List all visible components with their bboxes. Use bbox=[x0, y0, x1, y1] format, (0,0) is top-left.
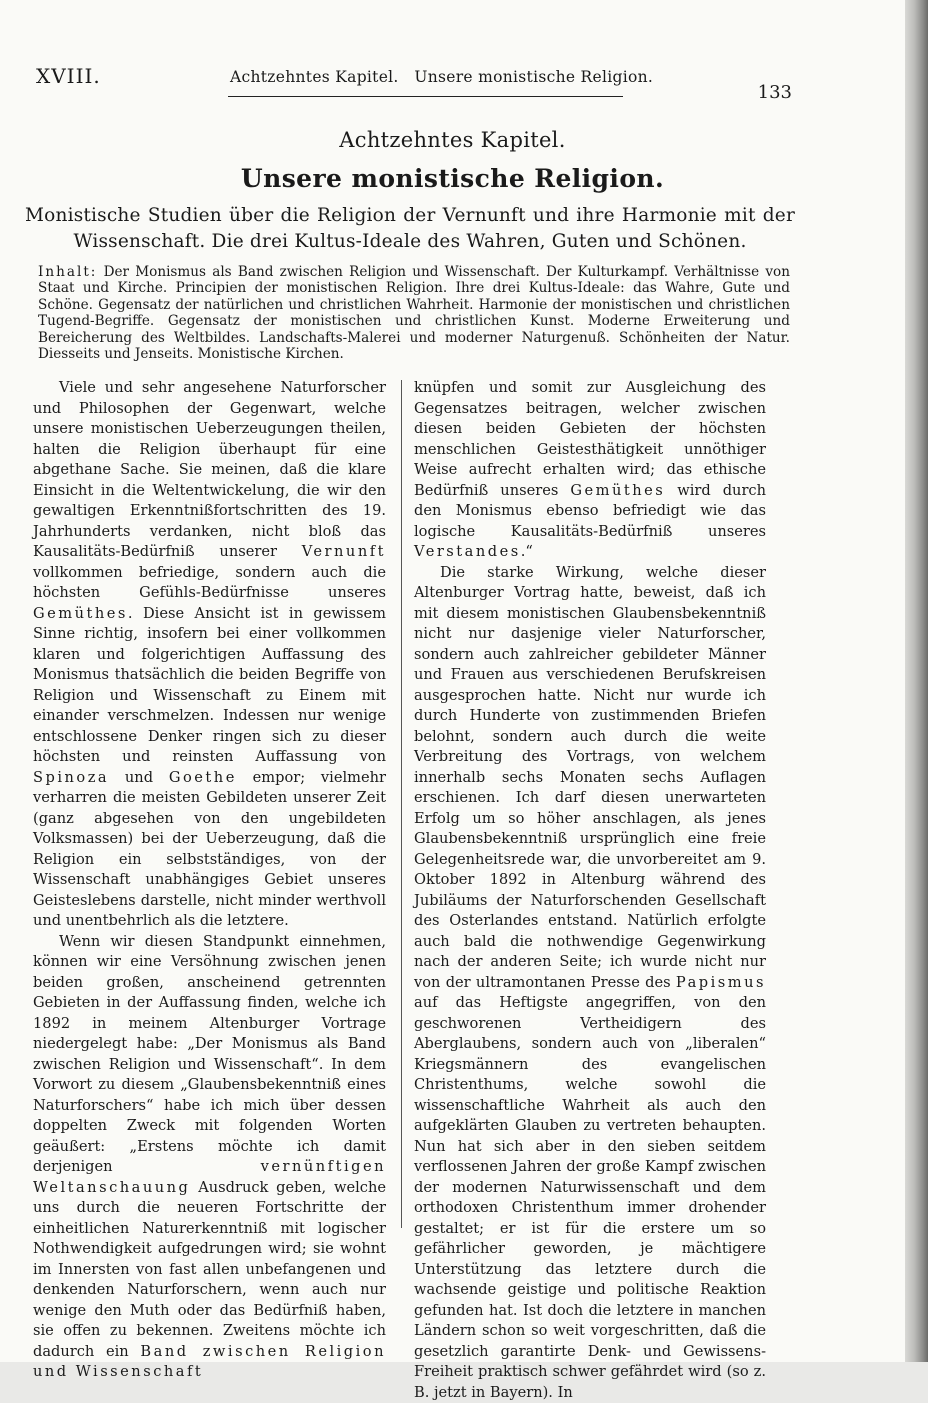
contents-text: Der Monismus als Band zwischen Religion und Wissenschaft. Der Kulturkampf. Verhältnisse von Staat und Kirche. Principien der monistischen Religion. Ihre drei Kultus-Ideale: das Wahre, Gute und Schöne. Gegensatz der natürlichen und christlichen Wahrheit. Harmonie der monistischen und christlichen Tugend-Begriffe. Gegensatz der monistischen und christlichen Kunst. Moderne Erweiterung und Bereicherung des Weltbildes. Landschafts-Malerei und moderner Naturgenuß. Schönheiten der Natur. Diesseits und Jenseits. Monistische Kirchen. bbox=[38, 264, 790, 362]
chapter-heading: Achtzehntes Kapitel. bbox=[0, 128, 905, 152]
chapter-subtitle: Monistische Studien über die Religion der Vernunft und ihre Harmonie mit der Wissenschaft. Die drei Kultus-Ideale des Wahren, Guten und Schönen. bbox=[25, 203, 795, 255]
paragraph: Die starke Wirkung, welche dieser Altenburger Vortrag hatte, beweist, daß ich mit diesem monistischen Glaubensbekenntniß nicht nur dasjenige vieler Naturforscher, sondern auch zahlreicher gebildeter Männer und Frauen aus verschiedenen Berufskreisen ausgesprochen hatte. Nicht nur wurde ich durch Hunderte von zustimmenden Briefen belohnt, sondern auch durch die weite Verbreitung des Vortrags, von welchem innerhalb sechs Monaten sechs Auflagen erschienen. Ich darf diesen unerwarteten Erfolg um so höher anschlagen, als jenes Glaubensbekenntniß ursprünglich eine freie Gelegenheitsrede war, die unvorbereitet am 9. Oktober 1892 in Altenburg während des Jubiläums der Naturforschenden Gesellschaft des Osterlandes entstand. Natürlich erfolgte auch bald die nothwendige Gegenwirkung nach der anderen Seite; ich wurde nicht nur von der ultramontanen Presse des Papismus auf das Heftigste angegriffen, von den geschworenen Vertheidigern des Aberglaubens, sondern auch von „liberalen“ Kriegsmännern des evangelischen Christenthums, welche sowohl die wissenschaftliche Wahrheit als auch den aufgeklärten Glauben zu vertreten behaupten. Nun hat sich aber in den sieben seitdem verflossenen Jahren der große Kampf zwischen der modernen Naturwissenschaft und dem orthodoxen Christenthum immer drohender gestaltet; er ist für die erstere um so gefährlicher geworden, je mächtigere Unterstützung das letztere durch die wachsende geistige und politische Reaktion gefunden hat. Ist doch die letztere in manchen Ländern schon so weit vorgeschritten, daß die gesetzlich garantirte Denk- und Gewissens-Freiheit praktisch schwer gefährdet wird (so z. B. jetzt in Bayern). In bbox=[414, 563, 766, 1403]
chapter-contents-summary bbox=[38, 264, 790, 362]
header-rule bbox=[228, 96, 623, 97]
chapter-roman-numeral: XVIII. bbox=[36, 64, 101, 88]
paragraph: Viele und sehr angesehene Naturforscher und Philosophen der Gegenwart, welche unsere monistischen Ueberzeugungen theilen, halten die Religion überhaupt für eine abgethane Sache. Sie meinen, daß die klare Einsicht in die Weltentwickelung, die wir den gewaltigen Erkenntnißfortschritten des 19. Jahrhunderts verdanken, nicht bloß das Kausalitäts-Bedürfniß unserer Vernunft vollkommen befriedige, sondern auch die höchsten Gefühls-Bedürfnisse unseres Gemüthes. Diese Ansicht ist in gewissem Sinne richtig, insofern bei einer vollkommen klaren und folgerichtigen Auffassung des Monismus thatsächlich die beiden Begriffe von Religion und Wissenschaft zu Einem mit einander verschmelzen. Indessen nur wenige entschlossene Denker ringen sich zu dieser höchsten und reinsten Auffassung von Spinoza und Goethe empor; vielmehr verharren die meisten Gebildeten unserer Zeit (ganz abgesehen von den ungebildeten Volksmassen) bei der Ueberzeugung, daß die Religion ein selbstständiges, von der Wissenschaft unabhängiges Gebiet unseres Geisteslebens darstelle, nicht minder werthvoll und unentbehrlich als die letztere. bbox=[33, 378, 386, 932]
running-header bbox=[28, 56, 798, 106]
running-title: Achtzehntes Kapitel. Unsere monistische Religion. bbox=[230, 68, 653, 86]
column-divider bbox=[401, 380, 402, 1228]
page-number: 133 bbox=[758, 82, 792, 103]
contents-label: Inhalt: bbox=[38, 264, 97, 280]
paragraph: Wenn wir diesen Standpunkt einnehmen, können wir eine Versöhnung zwischen jenen beiden großen, anscheinend getrennten Gebieten in der Auffassung finden, welche ich 1892 in meinem Altenburger Vortrage niedergelegt habe: „Der Monismus als Band zwischen Religion und Wissenschaft“. In dem Vorwort zu diesem „Glaubensbekenntniß eines Naturforschers“ habe ich mich über dessen doppelten Zweck mit folgenden Worten geäußert: „Erstens möchte ich damit derjenigen vernünftigen Weltanschauung Ausdruck geben, welche uns durch die neueren Fortschritte der einheitlichen Naturerkenntniß mit logischer Nothwendigkeit aufgedrungen wird; sie wohnt im Innersten von fast allen unbefangenen und denkenden Naturforschern, wenn auch nur wenige den Muth oder das Bedürfniß haben, sie offen zu bekennen. Zweitens möchte ich dadurch ein Band zwischen Religion und Wissenschaft bbox=[33, 932, 386, 1383]
paragraph: knüpfen und somit zur Ausgleichung des Gegensatzes beitragen, welcher zwischen diesen beiden Gebieten der höchsten menschlichen Geistesthätigkeit unnöthiger Weise aufrecht erhalten wird; das ethische Bedürfniß unseres Gemüthes wird durch den Monismus ebenso befriedigt wie das logische Kausalitäts-Bedürfniß unseres Verstandes.“ bbox=[414, 378, 766, 563]
chapter-title: Unsere monistische Religion. bbox=[0, 164, 905, 193]
page-edge-shadow bbox=[905, 0, 928, 1362]
right-column bbox=[414, 378, 766, 1403]
left-column bbox=[33, 378, 386, 1383]
